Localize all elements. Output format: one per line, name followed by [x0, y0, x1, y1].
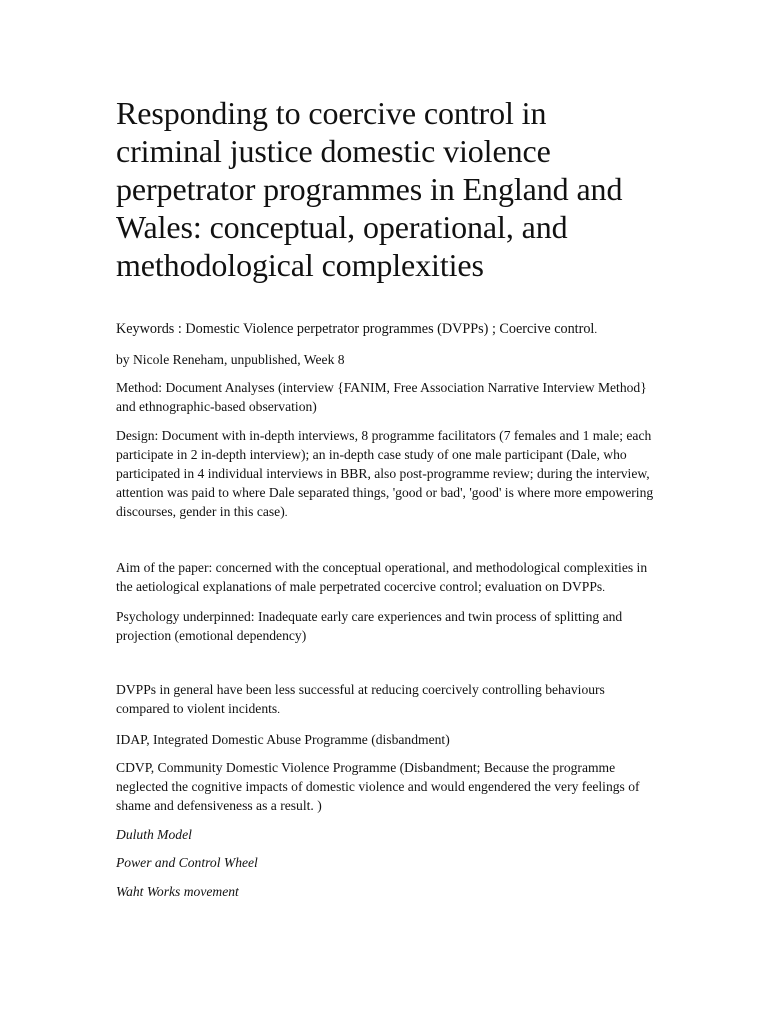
design-text: Design: Document with in-depth interviews, 8 programme facilitators (7 females and 1 male; each participate in 2 in-depth interview); an in-depth case study of one male participant (Dale, who participated in 4 individual interviews in BBR, also post-programme review; during the interview, attention was paid to where Dale separated things, 'good or bad', 'good' is where more empowering discourses, gender in this case): [116, 427, 654, 519]
keywords-text: Keywords : Domestic Violence perpetrator programmes (DVPPs) ; Coercive control: [116, 321, 595, 337]
aim-period: .: [602, 581, 605, 594]
design-paragraph: [116, 426, 656, 523]
italic-item-what-works: [116, 882, 656, 901]
idap-paragraph: IDAP, Integrated Domestic Abuse Programme (disbandment): [116, 731, 450, 747]
dvpps-success-paragraph: [116, 680, 656, 720]
italic-item-text: Duluth Model: [116, 826, 192, 842]
italic-item-power-wheel: [116, 853, 656, 872]
psychology-paragraph: Psychology underpinned: Inadequate early care experiences and twin process of splitting and projection (emotional dependency): [116, 609, 623, 643]
aim-paragraph: [116, 558, 656, 598]
aim-text: Aim of the paper: concerned with the conceptual operational, and methodological complexities in the aetiological explanations of male perpetrated cocercive control; evaluation on DVPPs: [116, 559, 648, 594]
italic-item-text: Power and Control Wheel: [116, 855, 258, 870]
document-title: Responding to coercive control in criminal justice domestic violence perpetrator programmes in England and Wales: conceptual, operational, and methodological complexities: [116, 95, 623, 283]
byline: by Nicole Reneham, unpublished, Week 8: [116, 351, 345, 367]
design-period: .: [284, 506, 288, 519]
document-page: [116, 94, 656, 910]
dvpps-success-period: .: [277, 704, 280, 716]
italic-item-duluth: [116, 825, 656, 844]
keywords-line: [116, 320, 656, 340]
cdvp-paragraph: CDVP, Community Domestic Violence Programme (Disbandment; Because the programme neglected the cognitive impacts of domestic violence and would engendered the very feelings of shame and defensiveness as a result. ): [116, 760, 640, 813]
dvpps-success-text: DVPPs in general have been less successful at reducing coercively controlling behaviours compared to violent incidents: [116, 682, 605, 716]
method-paragraph: Method: Document Analyses (interview {FANIM, Free Association Narrative Interview Method} and ethnographic-based observation): [116, 380, 647, 414]
italic-item-text: Waht Works movement: [116, 883, 239, 899]
keywords-period: .: [594, 324, 598, 336]
